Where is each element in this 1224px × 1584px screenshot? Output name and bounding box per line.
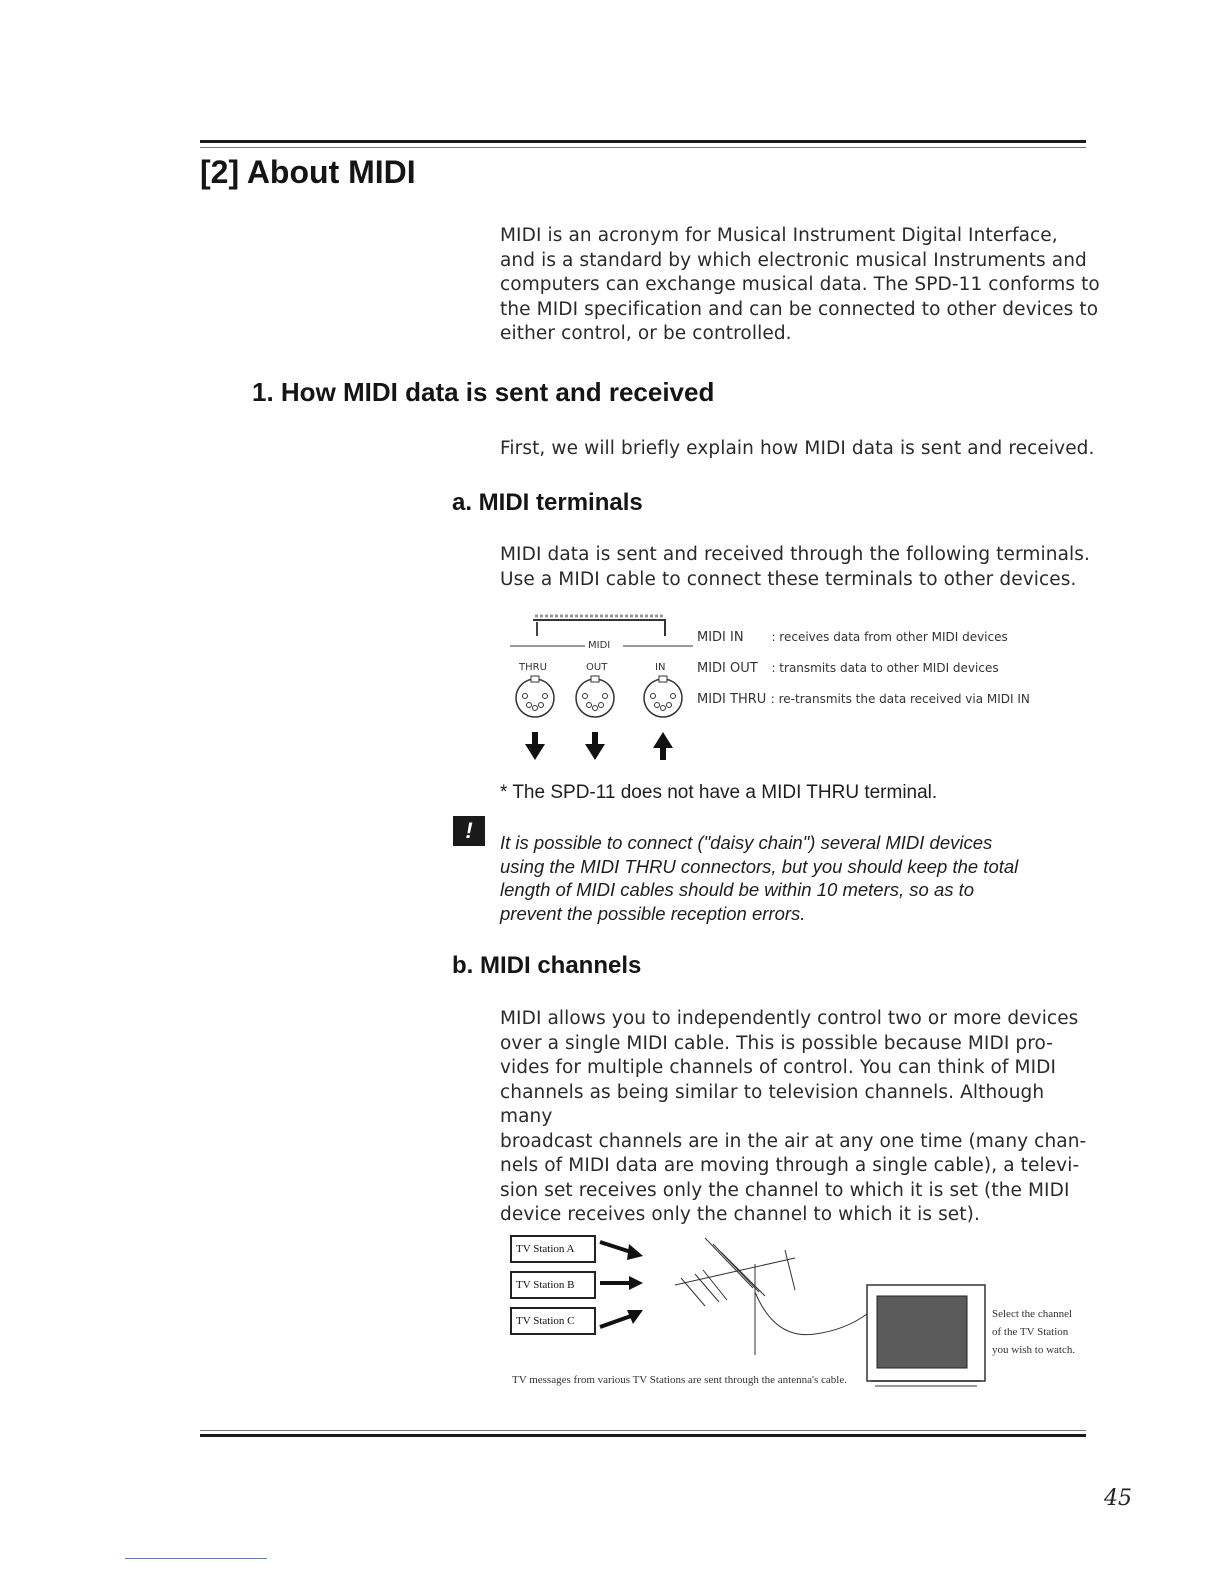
arrow-down-icon	[585, 732, 605, 760]
channels-line: over a single MIDI cable. This is possible because MIDI pro-	[500, 1032, 1054, 1054]
tv-illustration-caption: TV messages from various TV Stations are sent through the antenna's cable.	[512, 1374, 847, 1386]
tv-broadcast-illustration	[595, 1230, 1015, 1390]
channels-body	[500, 1007, 1100, 1228]
intro-line: and is a standard by which electronic musical Instruments and	[500, 249, 1087, 271]
terminal-descriptions	[697, 628, 1097, 721]
tv-note-line: you wish to watch.	[992, 1344, 1076, 1356]
in-socket	[644, 676, 682, 717]
tv-station-b-box: TV Station B	[510, 1271, 596, 1299]
bottom-rule-thin	[200, 1430, 1086, 1431]
channels-line: vides for multiple channels of control. You can think of MIDI	[500, 1057, 1057, 1078]
signal-arrow-icon	[600, 1310, 643, 1327]
out-socket	[576, 676, 614, 717]
terminals-line: Use a MIDI cable to connect these terminals to other devices.	[500, 568, 1077, 590]
channels-line: broadcast channels are in the air at any one time (many chan-	[500, 1130, 1087, 1152]
warning-icon	[453, 816, 485, 846]
arrow-down-icon	[525, 732, 545, 760]
terminal-name: MIDI OUT	[697, 661, 758, 676]
terminal-description: : re-transmits the data received via MIDI IN	[770, 692, 1030, 706]
antenna-icon	[675, 1238, 867, 1355]
note-line: length of MIDI cables should be within 10 meters, so as to	[500, 879, 975, 900]
midi-panel-label: MIDI	[588, 640, 611, 651]
thru-footnote: * The SPD-11 does not have a MIDI THRU terminal.	[500, 782, 938, 803]
midi-panel-illustration	[505, 612, 705, 772]
tv-channel-note	[992, 1305, 1102, 1359]
footer-line	[125, 1558, 267, 1559]
page-number: 45	[1104, 1486, 1132, 1511]
note-line: using the MIDI THRU connectors, but you should keep the total	[500, 855, 1019, 877]
channels-line: device receives only the channel to which it is set).	[500, 1204, 980, 1225]
note-line: prevent the possible reception errors.	[500, 902, 806, 924]
tv-set-icon	[867, 1285, 985, 1386]
arrow-up-icon	[653, 732, 673, 760]
subsection-intro: First, we will briefly explain how MIDI data is sent and received.	[500, 438, 1095, 459]
channels-title: b. MIDI channels	[452, 952, 642, 979]
thru-socket	[516, 676, 554, 717]
intro-line: computers can exchange musical data. The SPD-11 conforms to	[500, 274, 1100, 295]
note-line: It is possible to connect ("daisy chain") several MIDI devices	[500, 832, 993, 853]
terminal-desc-in	[697, 628, 1097, 659]
port-label-thru: THRU	[519, 662, 547, 673]
intro-line: the MIDI specification and can be connected to other devices to	[500, 298, 1099, 320]
bottom-rule-thick	[200, 1434, 1086, 1437]
terminal-name: MIDI THRU	[697, 692, 767, 707]
channels-line: channels as being similar to television channels. Although many	[500, 1081, 1045, 1127]
terminal-description: : receives data from other MIDI devices	[771, 630, 1008, 644]
tv-station-c-box: TV Station C	[510, 1307, 596, 1335]
terminal-description: : transmits data to other MIDI devices	[771, 661, 999, 675]
terminals-line: MIDI data is sent and received through the following terminals.	[500, 544, 1090, 565]
section-title: [2] About MIDI	[200, 154, 416, 190]
terminal-name: MIDI IN	[697, 630, 744, 645]
warning-icon-glyph: !	[465, 818, 473, 843]
intro-line: either control, or be controlled.	[500, 323, 792, 344]
terminals-body	[500, 543, 1100, 592]
tv-note-line: of the TV Station	[992, 1326, 1069, 1338]
signal-arrow-icon	[600, 1242, 643, 1260]
tv-station-a-box: TV Station A	[510, 1235, 596, 1263]
tv-note-line: Select the channel	[992, 1308, 1073, 1320]
terminal-desc-thru	[697, 690, 1097, 721]
port-label-out: OUT	[586, 662, 608, 673]
signal-arrow-icon	[600, 1276, 643, 1290]
section-intro	[500, 224, 1100, 347]
top-rule-thin	[200, 147, 1086, 148]
channels-line: sion set receives only the channel to which it is set (the MIDI	[500, 1179, 1070, 1201]
midi-terminals-diagram	[505, 612, 705, 772]
daisy-chain-note	[500, 831, 1100, 925]
terminals-title: a. MIDI terminals	[452, 489, 643, 516]
terminal-desc-out	[697, 659, 1097, 690]
subsection-title: 1. How MIDI data is sent and received	[252, 377, 715, 407]
port-label-in: IN	[655, 662, 666, 673]
channels-line: nels of MIDI data are moving through a single cable), a televi-	[500, 1155, 1080, 1176]
top-rule-thick	[200, 140, 1086, 143]
channels-line: MIDI allows you to independently control two or more devices	[500, 1008, 1079, 1029]
intro-line: MIDI is an acronym for Musical Instrument Digital Interface,	[500, 225, 1058, 246]
